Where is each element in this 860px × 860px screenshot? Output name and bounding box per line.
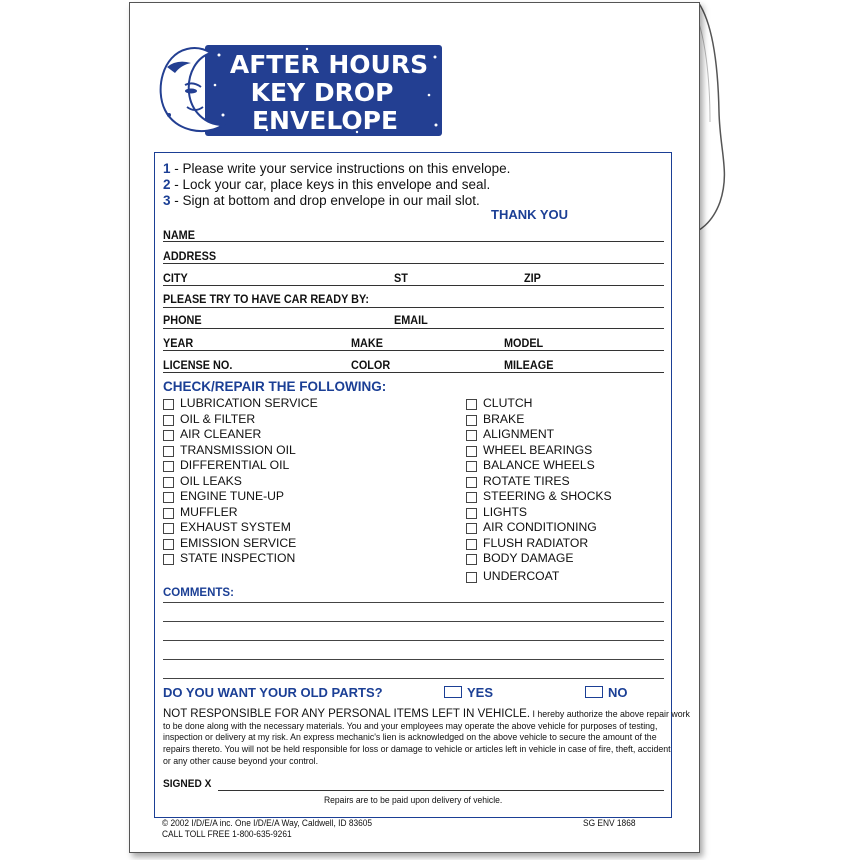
address-label: ADDRESS: [163, 249, 217, 263]
instruction-1: 1 - Please write your service instructions on this envelope.: [163, 161, 511, 176]
left-item-checkbox[interactable]: [163, 523, 174, 534]
thank-you: THANK YOU: [491, 207, 569, 222]
right-item-checkbox[interactable]: [466, 508, 477, 519]
right-item-label: BALANCE WHEELS: [483, 458, 595, 472]
name-label: NAME: [163, 228, 195, 242]
right-item-checkbox[interactable]: [466, 554, 477, 565]
left-item-label: EMISSION SERVICE: [180, 535, 297, 550]
left-item-label: MUFFLER: [180, 504, 238, 519]
right-item-checkbox[interactable]: [466, 461, 477, 472]
comment-line-1[interactable]: [163, 602, 664, 603]
payment-note: Repairs are to be paid upon delivery of vehicle.: [324, 795, 503, 805]
right-item-checkbox[interactable]: [466, 415, 477, 426]
comments-label: COMMENTS:: [163, 587, 234, 599]
signature-line[interactable]: [218, 790, 664, 791]
left-item-label: DIFFERENTIAL OIL: [180, 458, 290, 472]
disclaimer: NOT RESPONSIBLE FOR ANY PERSONAL ITEMS LEFT IN VEHICLE. I hereby authorize the above repair work to be done along with the necessary materials. You and your employees may operate the above vehicle for purposes of testing, inspection or delivery at my risk. An express mechanic's lien is acknowledged on the above vehicle to secure the amount of the repairs thereto. You will not be held responsible for loss or damage to vehicle or articles left in vehicle in case of fire, theft, accident or any other cause beyond your control.: [163, 708, 690, 766]
right-item-label: FLUSH RADIATOR: [483, 535, 589, 550]
right-item-label: BODY DAMAGE: [483, 551, 574, 565]
color-label: COLOR: [351, 358, 391, 372]
right-item-label: ALIGNMENT: [483, 427, 555, 441]
left-item-checkbox[interactable]: [163, 554, 174, 565]
left-item-checkbox[interactable]: [163, 539, 174, 550]
footer-code: SG ENV 1868: [583, 818, 636, 828]
no-checkbox[interactable]: [585, 686, 603, 698]
left-item-label: LUBRICATION SERVICE: [180, 396, 318, 410]
comment-line-3[interactable]: [163, 640, 664, 641]
no-label: NO: [608, 685, 628, 700]
left-item-checkbox[interactable]: [163, 461, 174, 472]
license-line[interactable]: [163, 372, 664, 373]
checklist-heading: CHECK/REPAIR THE FOLLOWING:: [163, 379, 387, 394]
signed-label: SIGNED X: [163, 778, 212, 790]
left-item-checkbox[interactable]: [163, 477, 174, 488]
year-line[interactable]: [163, 350, 664, 351]
ready-by-label: PLEASE TRY TO HAVE CAR READY BY:: [163, 292, 370, 306]
right-item-checkbox[interactable]: [466, 492, 477, 503]
footer-copyright: © 2002 I/D/E/A inc. One I/D/E/A Way, Caldwell, ID 83605: [162, 818, 373, 828]
right-item-checkbox[interactable]: [466, 399, 477, 410]
old-parts-question: DO YOU WANT YOUR OLD PARTS?: [163, 685, 383, 700]
right-item-checkbox[interactable]: [466, 477, 477, 488]
left-item-label: TRANSMISSION OIL: [180, 442, 296, 457]
left-item-label: ENGINE TUNE-UP: [180, 489, 285, 503]
logo-line-2: KEY DROP: [250, 78, 394, 107]
right-item-label: WHEEL BEARINGS: [483, 442, 593, 457]
instruction-3: 3 - Sign at bottom and drop envelope in our mail slot.: [163, 193, 480, 208]
yes-label: YES: [467, 685, 494, 700]
right-item-label: UNDERCOAT: [483, 568, 560, 583]
state-label: ST: [394, 271, 408, 285]
logo-line-1: AFTER HOURS: [229, 50, 429, 79]
email-label: EMAIL: [394, 313, 428, 327]
city-label: CITY: [163, 271, 188, 285]
right-item-checkbox[interactable]: [466, 446, 477, 457]
left-item-checkbox[interactable]: [163, 415, 174, 426]
make-label: MAKE: [351, 336, 383, 350]
left-item-checkbox[interactable]: [163, 430, 174, 441]
address-line[interactable]: [163, 263, 664, 264]
ready-by-line[interactable]: [163, 307, 664, 308]
year-label: YEAR: [163, 336, 194, 350]
right-item-label: STEERING & SHOCKS: [483, 489, 612, 503]
right-item-checkbox[interactable]: [466, 572, 477, 583]
left-item-checkbox[interactable]: [163, 446, 174, 457]
footer-toll-free: CALL TOLL FREE 1-800-635-9261: [162, 829, 292, 839]
right-item-label: LIGHTS: [483, 504, 528, 519]
left-item-label: AIR CLEANER: [180, 427, 262, 441]
comment-line-2[interactable]: [163, 621, 664, 622]
phone-line[interactable]: [163, 328, 664, 329]
left-item-label: STATE INSPECTION: [180, 551, 296, 565]
yes-checkbox[interactable]: [444, 686, 462, 698]
left-item-checkbox[interactable]: [163, 508, 174, 519]
mileage-label: MILEAGE: [504, 358, 554, 372]
right-item-label: CLUTCH: [483, 396, 533, 410]
right-item-checkbox[interactable]: [466, 539, 477, 550]
right-item-checkbox[interactable]: [466, 523, 477, 534]
license-label: LICENSE NO.: [163, 358, 233, 372]
comment-line-4[interactable]: [163, 659, 664, 660]
left-item-checkbox[interactable]: [163, 492, 174, 503]
phone-label: PHONE: [163, 313, 202, 327]
right-item-checkbox[interactable]: [466, 430, 477, 441]
comment-line-5[interactable]: [163, 678, 664, 679]
logo-line-3: ENVELOPE: [251, 106, 399, 135]
city-line[interactable]: [163, 285, 664, 286]
left-item-label: OIL & FILTER: [180, 411, 256, 426]
right-item-label: ROTATE TIRES: [483, 473, 570, 488]
model-label: MODEL: [504, 336, 544, 350]
after-hours-logo: [157, 45, 442, 136]
left-item-label: OIL LEAKS: [180, 473, 242, 488]
instruction-2: 2 - Lock your car, place keys in this envelope and seal.: [163, 177, 491, 192]
left-item-label: EXHAUST SYSTEM: [180, 520, 291, 534]
left-item-checkbox[interactable]: [163, 399, 174, 410]
zip-label: ZIP: [524, 271, 541, 285]
right-item-label: BRAKE: [483, 411, 525, 426]
right-item-label: AIR CONDITIONING: [483, 520, 597, 534]
name-line[interactable]: [163, 241, 664, 242]
